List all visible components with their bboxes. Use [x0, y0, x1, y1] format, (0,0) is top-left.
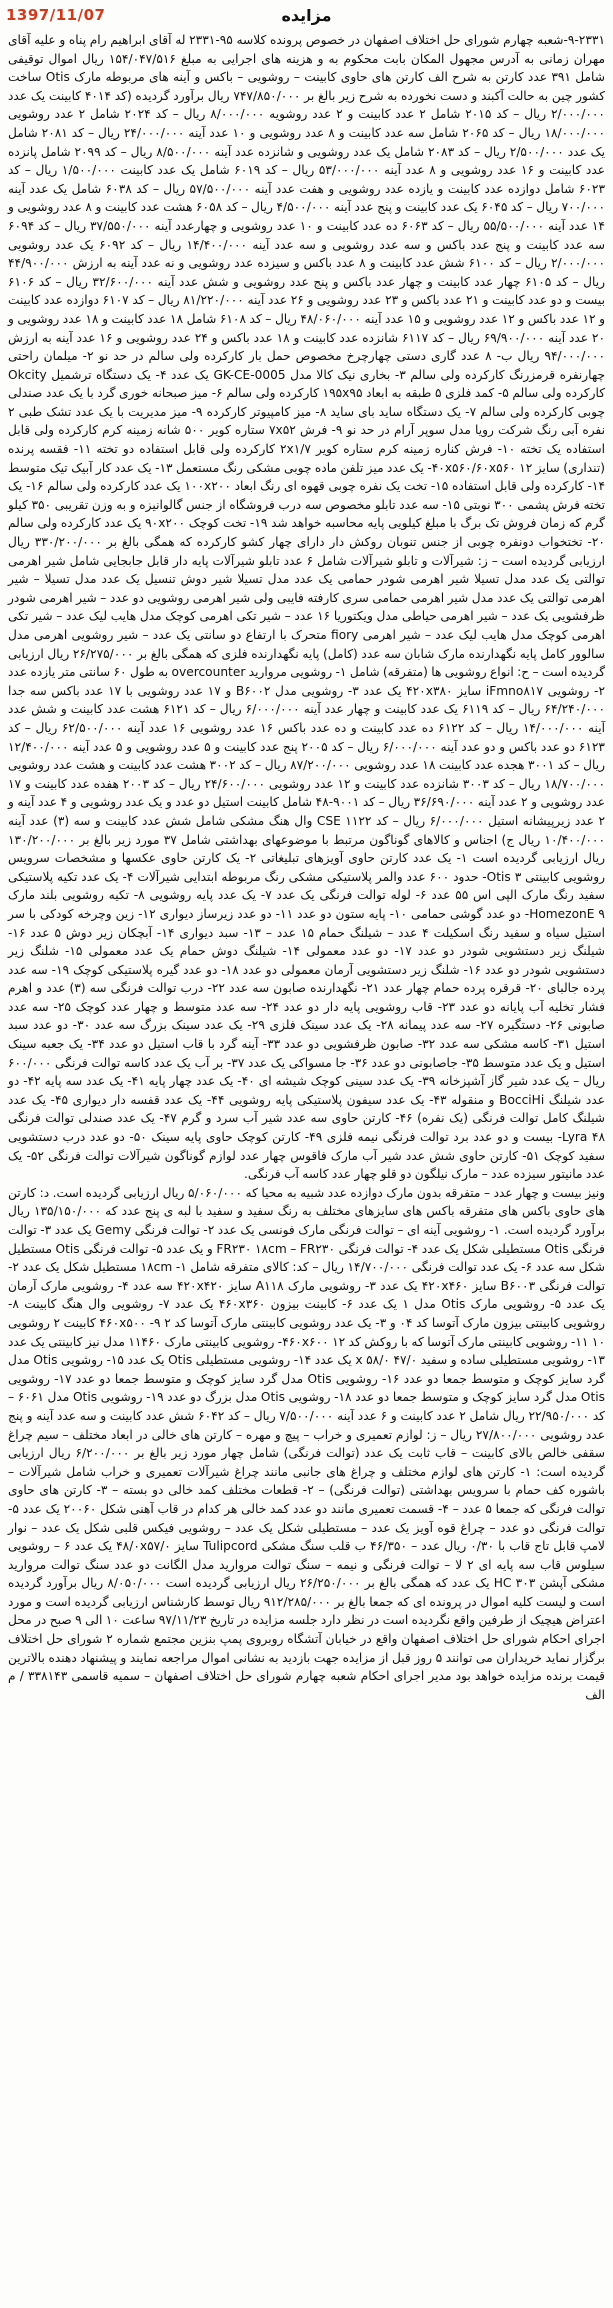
notice-body [8, 31, 605, 1704]
notice-paragraph-1: ۹-۲۳۳۱-شعبه چهارم شورای حل اختلاف اصفهان در خصوص پرونده کلاسه ۹۵-۲۳۳۱ له آقای ابراهیم رام پناه و علیه آقای مهران زمانی به آدرس مجهول المکان بابت محکوم به و هزینه های اجرایی به مبلغ ۱۵۴/۰۴۷/۵۱۶ ریال اموال توقیفی شامل ۳۹۱ عدد کارتن به شرح الف کارتن های حاوی کابینت – روشویی – باکس و آینه های مربوطه مارک Otis ساخت کشور چین به حالت آکبند و دست نخورده به شرح زیر بالغ بر ۷۴۷/۸۵۰/۰۰۰ ریال برآورد گردیده (کد ۴۰۱۴ کابینت یک عدد ۲/۰۰۰/۰۰۰ ریال – کد ۲۰۱۵ شامل ۲ عدد کابینت و ۲ عدد روشویه ۸/۰۰۰/۰۰۰ ریال – کد ۲۰۲۴ شامل ۲ عدد روشویی ۱۸/۰۰۰/۰۰۰ ریال – کد ۲۰۶۵ شامل سه عدد کابینت و ۸ عدد روشویی و ۱۰ عدد آینه ۲۴/۰۰۰/۰۰۰ ریال – کد ۲۰۸۱ شامل یک عدد ۲/۵۰۰/۰۰۰ ریال – کد ۲۰۸۳ شامل یک عدد روشویی و شانزده عدد آینه ۸/۵۰۰/۰۰۰ ریال – کد ۲۰۹۹ شامل پانزده عدد کابینت و ۱۶ عدد روشویی و ۸ عدد آینه ۵۳/۰۰۰/۰۰۰ ریال – کد ۶۰۱۹ شامل یک عدد کابینت ۱/۵۰۰/۰۰۰ ریال – کد ۶۰۲۳ شامل دوازده عدد کابینت و یازده عدد روشویی و هفت عدد آینه ۵۷/۵۰۰/۰۰۰ ریال – کد ۶۰۳۸ شامل یک عدد آینه ۷۰۰/۰۰۰ ریال – کد ۶۰۴۵ یک عدد کابینت و پنج عدد آینه ۴/۵۰۰/۰۰۰ ریال – کد ۶۰۵۸ هشت عدد کابینت و ۸ عدد روشویی و ۱۴ عدد آینه ۵۵/۵۰۰/۰۰۰ ریال – کد ۶۰۶۳ ده عدد کابینت و ۱۰ عدد روشویی و چهارعدد آینه ۳۷/۵۵۰/۰۰۰ ریال – کد ۶۰۹۴ سه عدد کابینت و پنج عدد باکس و سه عدد روشویی و سه عدد آینه ۱۴/۴۰۰/۰۰۰ ریال – کد ۶۰۹۲ یک عدد روشویی ۲/۰۰۰/۰۰۰ ریال – کد ۶۱۰۰ شش عدد کابینت و ۸ عدد باکس و سیزده عدد روشویی و نه عدد آینه به ارزش ۴۴/۹۰۰/۰۰۰ ریال – کد ۶۱۰۵ چهار عدد کابینت و چهار عدد باکس و پنج عدد روشویی و شش عدد آینه ۳۲/۶۰۰/۰۰۰ ریال – کد ۶۱۰۶ بیست و دو عدد کابینت و ۲۱ عدد باکس و ۲۳ عدد روشویی و ۲۶ عدد آینه ۸۱/۲۲۰/۰۰۰ ریال – کد ۶۱۰۷ دوازده عدد کابینت و ۱۲ عدد باکس و ۱۲ عدد روشویی و ۱۵ عدد آینه ۴۸/۰۶۰/۰۰۰ ریال – کد ۶۱۰۸ شامل ۱۸ عدد کابینت و ۱۸ عدد روشویی و ۲۰ عدد آینه ۶۹/۹۰۰/۰۰۰ ریال – کد ۶۱۱۷ شانزده عدد کابینت و ۱۸ عدد باکس و ۲۴ عدد روشویی و ۱۶ عدد آینه به ارزش ۹۴/۰۰۰/۰۰۰ ریال ب- ۸ عدد گاری دستی چهارچرخ مخصوص حمل بار کارکرده ولی سالم در حد نو ۲- میلمان راحتی چهارنفره قرمزرنگ کارکرده ولی سالم ۳- بخاری نیک کالا مدل GK-CE-0005 یک عدد ۴- یک دستگاه ترشمیل Okcity کارکرده ولی سالم ۵- کمد فلزی ۵ طبقه به ابعاد ۱۹۵x۹۵ کارکرده ولی سالم ۶- میز صبحانه خوری گرد با یک عدد صندلی چوبی کارکرده ولی سالم ۷- یک دستگاه ساید بای ساید ۸- میز کامپیوتر کارکرده ۹- میز مدیریت با یک عدد تشک طبی ۲ نفره آبی رنگ شرکت رویا مدل سوپر آرام در حد نو ۹- فرش ۷x۵۲ ستاره کویر ۵۰۰ شانه زمینه کرم کارکرده ولی قابل استفاده یک تخته ۱۰- فرش کناره زمینه کرم ستاره کویر ۲x۱/۷ کارکرده ولی قابل استفاده دو تخته ۱۱- فقسه پرنده (تنداری) سایز ۴۰x۵۶۰/۶۰x۵۶۰ ۱۲- یک عدد میز تلفن ماده چوبی مشکی رنگ مستعمل ۱۳- یک عدد کار آبیک تیک متوسط ۱۴- کارکرده ولی قابل استفاده ۱۵- تخت یک نفره چوبی قهوه ای رنگ ابعاد ۱۰۰x۲۰۰ یک عدد کارکرده ولی سالم ۱۶- یک تخته فرش پشمی ۳۰۰ نوبتی ۱۵- سه عدد تابلو مخصوص سه درب فروشگاه از جنس گالوانیزه و به وزن تقریبی ۳۵۰ کیلو گرم که زمان فروش تک برگ با مبلغ کیلویی پایه محاسبه خواهد شد ۱۹- تخت کوچک ۹۰x۲۰۰ یک عدد کارکرده ولی سالم ۲۰- تختخواب دونفره چوبی از جنس تنوبان روکش دار دارای چهار کشو کارکرده که همگی بالغ بر ۳۳۰/۲۰۰/۰۰۰ ریال ارزیابی گردیده است – ز: شیرآلات و تابلو شیرآلات شامل ۶ عدد تابلو شیرآلات پایه دار قابل جابجایی شامل شیر اهرمی توالتی یک عدد مدل تسیلا شیر اهرمی شودر حمامی یک عدد مدل تسیلا شیر دوش تنسیل یک عدد مدل تسیلا – شیر اهرمی توالتی یک عدد مدل شیر اهرمی حمامی سری کارفته فایبی ولی شیر اهرمی روشویی دو عدد – شیر اهرمی شودر ظرفشویی یک عدد – شیر اهرمی حیاطی مدل ویکتوریا ۱۶ عدد – شیر تکی اهرمی کوچک مدل هایب لیک عدد – شیر تکی اهرمی کوچک مدل هایب لیک عدد – شیر اهرمی fiory متحرک با ارتفاع دو سانتی یک عدد – شیر روشویی اهرمی مدل سالوور کامل پایه نگهدارنده مارک شابان سه عدد (کامل) پایه نگهدارنده فلزی که همگی بالغ بر ۲۶/۲۷۵/۰۰۰ ریال ارزیابی گردیده است – ح: انواع روشویی ها (متفرقه) شامل ۱- روشویی مروارید overcounter به طول ۶۰ سانتی متر یازده عدد ۲- روشویی iFmno۸۱۷ سایز ۴۲۰x۳۸۰ یک عدد ۳- روشویی مدل B۶۰۰۲ و ۱۷ عدد روشویی با ۱۷ عدد باکس سه جدا ۶۴/۲۴۰/۰۰۰ ریال – کد ۶۱۱۹ یک عدد کابینت و چهار عدد آینه ۶/۰۰۰/۰۰۰ ریال – کد ۶۱۲۱ هشت عدد کابینت و شش عدد آینه ۱۴/۰۰۰/۰۰۰ ریال – کد ۶۱۲۲ ده عدد کابینت و ده عدد باکس ۱۶ عدد روشویی ۱۶ عدد آینه ۶۲/۵۰۰/۰۰۰ ریال – کد ۶۱۲۳ دو عدد باکس و دو عدد آینه ۶/۰۰۰/۰۰۰ ریال – کد ۲۰۰۵ پنج عدد کابینت و ۵ عدد روشویی و ۵ عدد آینه ۱۲/۴۰۰/۰۰۰ ریال – کد ۳۰۰۱ هجده عدد کابینت ۱۸ عدد روشویی ۸۷/۲۰۰/۰۰۰ ریال – کد ۳۰۰۲ هشت عدد کابینت و هشت عدد روشویی ۱۸/۷۰۰/۰۰۰ ریال – کد ۳۰۰۳ شانزده عدد کابینت و ۱۲ عدد روشویی ۲۴/۶۰۰/۰۰۰ ریال – کد ۲۰۰۳ هفده عدد کابینت و ۱۷ عدد روشویی و ۲ عدد آینه ۳۶/۶۹۰/۰۰۰ ریال – کد ۹۰۰۱-۴۸ شامل کابینت استیل دو عدد و یک عدد روشویی و ۴ عدد آینه و ۲ عدد زیرپیشانه استیل ۶/۰۰۰/۰۰۰ ریال – کد CSE ۱۱۲۲ وال هنگ مشکی شامل شش عدد کابینت و سه (۳) عدد آینه ۱۰/۴۰۰/۰۰۰ ریال ج) اجناس و کالاهای گوناگون مرتبط با موضوعهای بهداشتی شامل ۳۷ مورد زیر بالغ بر ۱۳۰/۲۰۰/۰۰۰ ریال ارزیابی گردیده است ۱- یک عدد کارتن حاوی آویزهای تبلیغاتی ۲- یک کارتن حاوی عکسها و مشخصات سرویس روشویی کابینتی Otis ۳- حدود ۶۰۰ عدد والمر پلاستیکی مشکی رنگ مربوطه ابتدایی شیرآلات ۴- یک عدد تکیه پلاستیکی سفید رنگ مارک الپی اس ۵۵ عدد ۶- لوله توالت فرنگی یک عدد ۷- یک عدد پایه روشویی ۸- تکیه روشویی بلند مارک HomezonE ۹- دو عدد گوشی حمامی ۱۰- پایه ستون دو عدد ۱۱- دو عدد زیرساز دیواری ۱۲- زین وچرخه کودکی با سر استیل سیاه و سفید رنگ اسکیلت ۴ عدد – شیلنگ حمام ۱۵ عدد – ۱۳- سبد دیواری ۱۴- آبچکان زیر دوش ۵ عدد ۱۶- شیلنگ زیر دستشویی شودر دو عدد ۱۷- دو عدد معمولی ۱۴- شیلنگ دوش حمام یک عدد معمولی ۱۵- شلنگ زیر دستشویی شودر دو عدد ۱۶- شلنگ زیر دستشویی آرمان معمولی دو عدد ۱۸- دو عدد گیره پلاستیکی کوچک ۱۹- سه عدد پرده جالبای ۲۰- قرقره پرده حمام چهار عدد ۲۱- نگهدارنده صابون سه عدد ۲۲- درب توالت فرنگی سه (۳) عدد و اهرم فشار تخلیه آب پایانه دو عدد ۲۳- قاب روشویی پایه دار دو عدد ۲۴- سه عدد متوسط و چهار عدد کوچک ۲۵- سه عدد صابونی ۲۶- دستگیره ۲۷- سه عدد پیمانه ۲۸- یک عدد سینک فلزی ۲۹- یک عدد سینک بزرگ سه عدد ۳۰- دو عدد سبد استیل ۳۱- کاسه مشکی سه عدد ۳۲- صابون ظرفشویی دو عدد ۳۳- آینه گرد با قاب استیل دو عدد ۳۴- یک جعبه سینک استیل و یک عدد متوسط ۳۵- جاصابونی دو عدد ۳۶- جا مسواکی یک عدد ۳۷- بر آب یک عدد کاسه توالت فرنگی ۶۰۰/۰۰۰ ریال – یک عدد شیر گاز آشپزخانه ۳۹- یک عدد سینی کوچک شیشه ای ۴۰- یک عدد چهار پایه ۴۱- یک عدد سه پایه ۴۲- دو عدد شیلنگ BocciHi و منقوله ۴۳- یک عدد سیفون پلاستیکی پایه روشویی ۴۴- یک عدد قفسه دار دیواری ۴۵- یک عدد شیلنگ کامل توالت فرنگی (یک نفره) ۴۶- کارتن حاوی سه عدد شیر آب سرد و گرم ۴۷- یک عدد صندلی توالت فرنگی Lyra ۴۸- بیست و دو عدد برد توالت فرنگی نیمه فلزی ۴۹- کارتن کوچک حاوی پایه سینک ۵۰- دو عدد درب دستشویی سفید کوچک ۵۱- کارتن حاوی شش عدد شیر آب مارک فاقوس چهار عدد لوازم گوناگون شیرآلات توالت فرنگی ۵۲- یک عدد مانیتور سیزده عدد – مارک نیلگون دو قلو چهار عدد کاسه آب فرنگی. [8, 33, 606, 1182]
date-stamp: 1397/11/07 [6, 6, 106, 24]
notice-paragraph-2: ونیز بیست و چهار عدد – متفرقه بدون مارک دوازده عدد شبیه به محیا که ۵/۰۶۰/۰۰۰ ریال ارزیابی گردیده است. د: کارتن های حاوی باکس های متفرقه باکس های سایزهای مختلف به رنگ سفید و سفید با لبه ی پنج عدد که ۱۳۵/۱۵۰/۰۰۰ ریال برآورد گردیده است. ۱- روشویی آینه ای – توالت فرنگی مارک فونسی یک عدد ۲- توالت فرنگی Gemy یک عدد ۳- توالت فرنگی Otis مستطیلی شکل یک عدد ۴- توالت فرنگی FR۲۳۰ ۱۸cm – FR۲۳۰ و یک عدد ۵- توالت فرنگی Otis مستطیل شکل سه عدد ۶- یک عدد توالت فرنگی ۱۴/۷۰۰/۰۰۰ ریال – کد: کالای متفرقه شامل ۱- ۱۸cm مستطیل شکل یک عدد ۲- توالت فرنگی B۶۰۰۳ سایز ۴۲۰x۴۶۰ یک عدد ۳- روشویی مارک A۱۱۸ سایز ۴۲۰x۴۲۰ سه عدد ۴- روشویی مارک آرمان یک عدد ۵- روشویی مارک Otis مدل ۱ یک عدد ۶- کابینت بیزون ۴۶۰x۳۶۰ یک عدد ۷- روشویی وال هنگ کابینت ۸- روشویی کابینتی بیزون مارک آتوسا کد ۰۴ و ۳- یک عدد روشویی کابینتی مارک آتوسا کد ۲ ۹- ۴۶۰x۵۰۰ کابینت ۲ روشویی ۱۰ ۱۱- روشویی کابینتی مارک آتوسا که با روکش کد ۴۶۰x۶۰۰ ۱۲- روشویی کابینتی مارک ۱۱۴۶۰ مدل نیز کابینتی یک عدد ۱۳- روشویی مستطیلی ساده و سفید ۴۷/۰ x ۵۸/۰ یک عدد ۱۴- روشویی مستطیلی Otis یک عدد ۱۵- روشویی Otis مدل گرد سایز کوچک و متوسط جمعا دو عدد ۱۶- روشویی Otis مدل گرد سایز کوچک و متوسط جمعا دو عدد ۱۷- روشویی Otis مدل گرد سایز کوچک و متوسط جمعا دو عدد ۱۸- روشویی Otis مدل بزرگ دو عدد ۱۹- روشویی Otis مدل ۶۰۶۱ – کد ۲۲/۹۵۰/۰۰۰ ریال شامل ۲ عدد کابینت و ۶ عدد آینه ۷/۵۰۰/۰۰۰ ریال – کد ۶۰۴۲ شش عدد کابینت و سه عدد آینه و پنج عدد روشویی ۲۷/۸۰۰/۰۰۰ ریال – ز: لوازم تعمیری و خراب – پیچ و مهره – کارتن های خالی در ابعاد مختلف – سیم چراغ سقفی خالص بالای کابینت – قاب ثابت یک عدد (توالت فرنگی) شامل چهار مورد زیر بالغ بر ۶/۲۰۰/۰۰۰ ریال ارزیابی گردیده است: ۱- کارتن های لوازم مختلف و چراغ های جانبی مانند چراغ شیرآلات تعمیری و خراب شامل شیرآلات – باشوره کف حمام با سرویس بهداشتی (توالت فرنگی) – ۲- قطعات مختلف کمد خالی دو بسته – ۳- کارتن های حاوی توالت فرنگی که جمعا ۵ عدد – ۴- قسمت تعمیری مانند دو عدد کمد خالی هر کدام در قاب آهنی شکل ۲۰۰۶۰ یک عدد ۵- توالت فرنگی دو عدد – چراغ قوه آویز یک عدد – مستطیلی شکل یک عدد – روشویی فیکس قلبی شکل یک عدد – نوار لامپ قابل تاج قاب با ۰/۳۰ ریال عدد – ۴۶/۳۵۰ ب قلب سنگ مشکی Tulipcord سایز ۴۸/۰x۵۷/۰ یک عدد ۶ – روشویی سیلوس قاب سه پایه ای ۲ لا – توالت فرنگی و نیمه – سنگ توالت مروارید مدل الگانت دو عدد سنگ توالت مروارید مشکی آپشن ۳۰۳ HC یک عدد که همگی بالغ بر ۲۶/۲۵۰/۰۰۰ ریال ارزیابی گردیده است ۸/۰۵۰/۰۰۰ ریال برآورد گردیده است و لیست کلیه اموال در پرونده ای که جمعا بالغ بر ۹۱۲/۲۸۵/۰۰۰ ریال توسط کارشناس ارزیابی گردیده است و مورد اعتراض هیچیک از طرفین واقع نگردیده است در نظر دارد جلسه مزایده در تاریخ ۹۷/۱۱/۲۳ ساعت ۱۰ الی ۹ صبح در محل اجرای احکام شورای حل اختلاف اصفهان واقع در خیابان آتشگاه روبروی پمپ بنزین مجتمع شماره ۲ شورای حل اختلاف برگزار نماید خریداران می توانند ۵ روز قبل از مزایده جهت بازدید به نشانی اموال مراجعه نمایند و پیشنهاد دهنده بالاترین قیمت برنده مزایده خواهد بود مدیر اجرای احکام شعبه چهارم شورای حل اختلاف اصفهان – سمیه قاسمی ۳۳۸۱۴۳ / م الف [8, 1185, 606, 1702]
page-title: مزایده [281, 6, 332, 25]
